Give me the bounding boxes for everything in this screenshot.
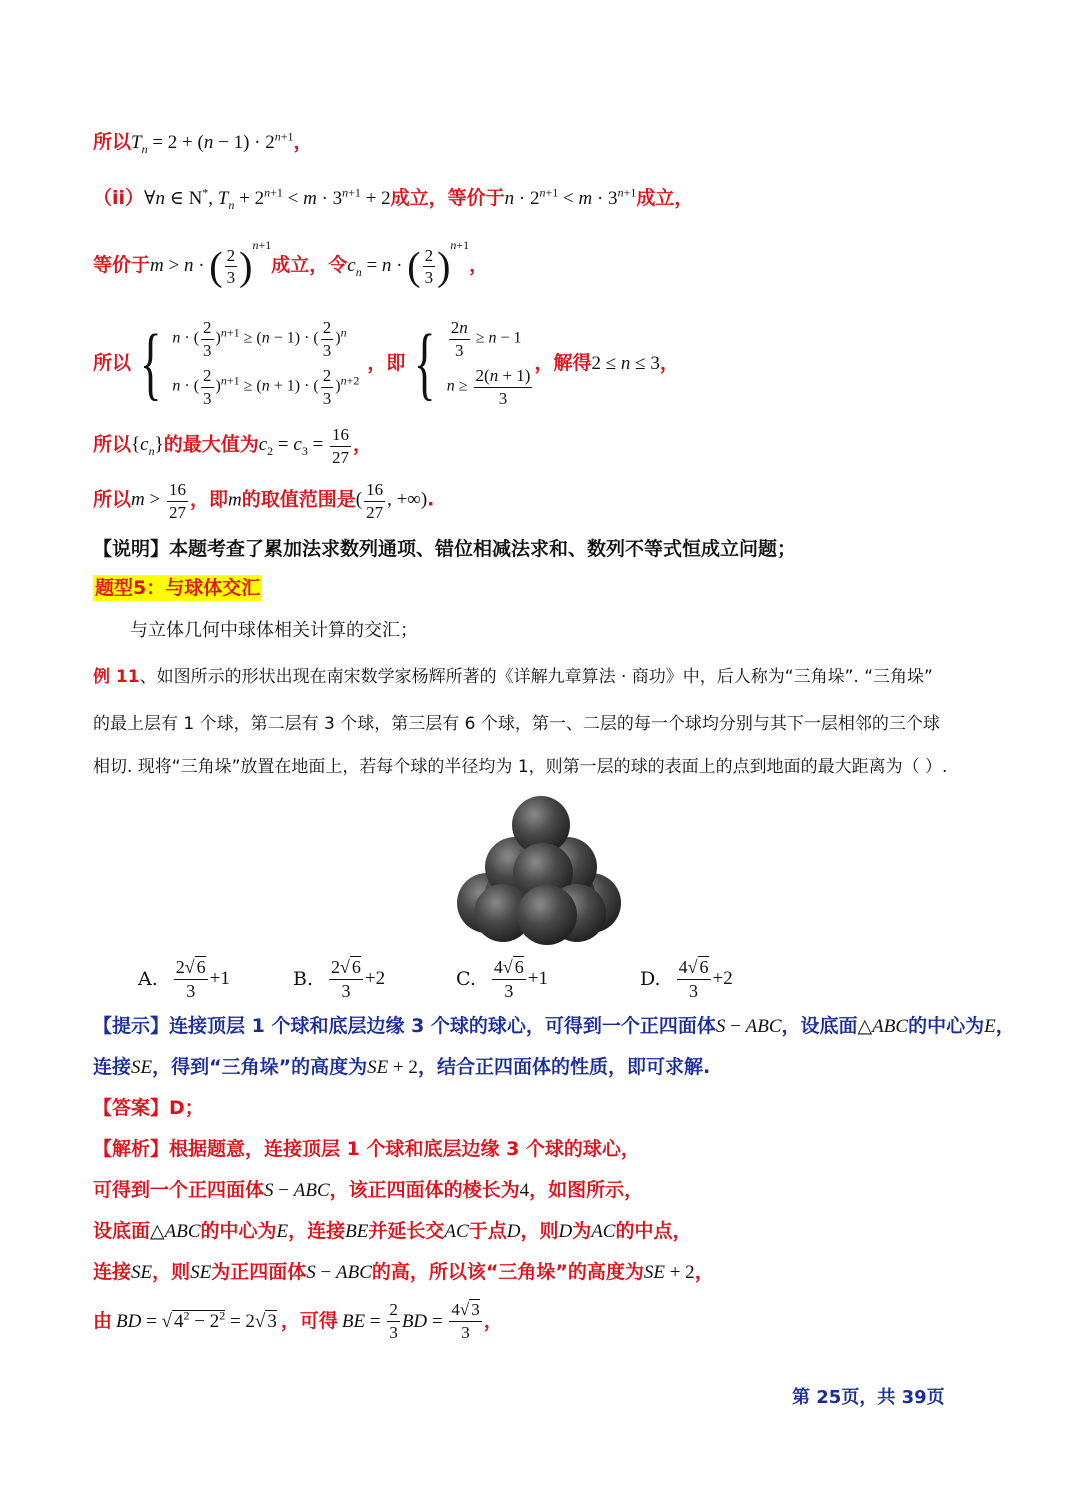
text: ，可得	[280, 1309, 338, 1332]
text: 由	[93, 1309, 113, 1332]
text: 、如图所示的形状出现在南宋数学家杨辉所著的《详解九章算法 · 商功》中，后人称为“三角垛”. “三角垛”	[139, 667, 933, 687]
section-title-text: 题型5：与球体交汇	[95, 577, 261, 599]
text: ，	[694, 1261, 714, 1283]
radicand: 6	[351, 957, 361, 977]
section-title	[93, 579, 262, 598]
text: ，即	[189, 488, 228, 511]
analysis-line-1	[93, 1140, 640, 1159]
text: （ii）	[93, 187, 145, 209]
analysis-line-5: 由 BD = √ $4^2 - 2^2 = 2√$ 3 ，可得 BE = $\frac{2}{3}$ BD = $\frac{4√ 3}{3}$ ，	[93, 1300, 503, 1342]
page-footer: 第 25页，共 39页	[792, 1387, 945, 1408]
addend: +1	[527, 968, 549, 990]
coef: 4	[678, 957, 688, 977]
choice-letter: C.	[456, 968, 476, 991]
text: 设底面	[93, 1220, 151, 1242]
answer-line: 【答案】D；	[93, 1097, 204, 1119]
choice-letter: B.	[293, 968, 314, 991]
text: 根据题意，连接顶层 1 个球和底层边缘 3 个球的球心，	[169, 1138, 640, 1160]
text: 的最大值为	[163, 433, 259, 456]
text: ，则	[520, 1220, 559, 1242]
denominator: 3	[341, 980, 351, 1001]
text: 所以	[93, 351, 132, 374]
choice-d[interactable]: D. $\frac{4√ 6}{3}$ +2	[640, 957, 733, 1001]
text: 成立，令	[271, 254, 348, 276]
text: 连接	[93, 1056, 132, 1078]
text: 为正四面体	[211, 1261, 307, 1283]
text: 的取值范围是	[241, 488, 356, 511]
text: ，即	[367, 351, 406, 374]
coef: 4	[493, 957, 503, 977]
text: 所以	[93, 131, 132, 153]
denominator: 3	[689, 980, 699, 1001]
text: 为	[572, 1220, 592, 1242]
hint-line-1: 【提示】连接顶层 1 个球和底层边缘 3 个球的球心，可得到一个正四面体S − ABC，设底面△ABC的中心为E，	[93, 1015, 1015, 1037]
text: 的高，所以该“三角垛”的高度为	[371, 1261, 644, 1283]
example-line-3: 相切. 现将“三角垛”放置在地面上，若每个球的半径均为 1，则第一层的球的表面上的点到地面的最大距离为（ ）.	[93, 757, 948, 777]
text: 连接	[93, 1261, 132, 1283]
analysis-label: 【解析】	[93, 1138, 170, 1160]
text: ，	[469, 254, 489, 276]
text: ，解得	[534, 351, 592, 374]
hint-label: 【提示】	[93, 1015, 170, 1037]
analysis-line-2: 可得到一个正四面体S − ABC，该正四面体的棱长为4，如图所示，	[93, 1179, 644, 1201]
text: 并延长交	[368, 1220, 445, 1242]
choice-b[interactable]: B. $\frac{2√ 6}{3}$ +2	[293, 957, 386, 1001]
equivalence-line: 等价于m > n · ( $\frac{2}{3}$ )$^{n+1}$成立，令$c_n = n$ · ( $\frac{2}{3}$ )$^{n+1}$，	[93, 238, 489, 289]
explanation-note: 【说明】本题考查了累加法求数列通项、错位相减法求和、数列不等式恒成立问题；	[93, 538, 797, 560]
text: ，得到“三角垛”的高度为	[152, 1056, 368, 1078]
text: ，则	[152, 1261, 191, 1283]
choice-a[interactable]: A. $\frac{2√ 6}{3}$ +1	[138, 957, 230, 1001]
section-description: 与立体几何中球体相关计算的交汇；	[130, 620, 418, 641]
tn-formula-line: 所以$T_n = 2 + (n - 1) \cdot 2^{n+1}$，	[93, 129, 313, 156]
radicand: 6	[699, 957, 709, 977]
text: ，	[995, 1015, 1015, 1037]
choice-letter: D.	[640, 968, 661, 991]
radicand: 6	[514, 957, 524, 977]
text: 可得到一个正四面体	[93, 1179, 265, 1201]
text: ，该正四面体的棱长为	[329, 1179, 520, 1201]
text: 成立，等价于	[390, 187, 505, 209]
text: .	[427, 488, 435, 511]
choice-c[interactable]: C. $\frac{4√ 6}{3}$ +1	[456, 957, 549, 1001]
addend: +2	[364, 968, 386, 990]
text: 的中点，	[615, 1220, 692, 1242]
text: ，结合正四面体的性质，即可求解.	[417, 1056, 711, 1078]
coef: 2	[175, 957, 185, 977]
analysis-line-3: 设底面△ABC的中心为E，连接BE并延长交AC于点D，则D为AC的中点，	[93, 1220, 692, 1242]
text: ，如图所示，	[529, 1179, 644, 1201]
addend: +1	[209, 968, 230, 990]
text: ，	[659, 351, 679, 374]
part-ii-line: （ii）∀n ∈ N*, $T_n + 2^{n+1} < m \cdot 3^{n+1} + 2$成立，等价于$n \cdot 2^{n+1} < m \cdot 3^{n+1}$成立，	[93, 185, 694, 212]
range-line: 所以m > $\frac{16}{27}$ ，即m的取值范围是( $\frac{16}{27}$ , +∞).	[93, 480, 435, 522]
text: 所以	[93, 433, 132, 456]
text: ，	[353, 433, 373, 456]
example-line-2: 的最上层有 1 个球，第二层有 3 个球，第三层有 6 个球，第一、二层的每一个球均分别与其下一层相邻的三个球	[93, 714, 940, 734]
hint-line-2: 连接SE，得到“三角垛”的高度为SE + 2，结合正四面体的性质，即可求解.	[93, 1056, 711, 1078]
text: ，连接	[288, 1220, 346, 1242]
text: 的中心为	[200, 1220, 277, 1242]
max-value-line: 所以$\{c_n\}$的最大值为$c_2 = c_3$ = $\frac{16}{27}$ ，	[93, 425, 373, 467]
sphere-pyramid-figure	[455, 795, 625, 945]
text: 成立，	[636, 187, 694, 209]
text: 等价于	[93, 254, 151, 276]
example-line-1	[93, 669, 933, 686]
denominator: 3	[504, 980, 514, 1001]
text: ，	[293, 131, 313, 153]
sphere	[517, 885, 577, 945]
text: 连接顶层 1 个球和底层边缘 3 个球的球心，可得到一个正四面体	[169, 1015, 716, 1037]
text: 的中心为	[908, 1015, 985, 1037]
coef: 2	[331, 957, 341, 977]
text: 于点	[468, 1220, 507, 1242]
example-label: 例 11	[93, 667, 140, 687]
analysis-line-4: 连接SE，则SE为正四面体S − ABC的高，所以该“三角垛”的高度为SE + 2，	[93, 1261, 714, 1283]
radicand: 6	[196, 957, 206, 977]
system-left: { n · ( $\frac{2}{3}$ )$^{n+1}$ ≥ (n − 1) · ( $\frac{2}{3}$ )$^n$ n · ( $\frac{2}{3}$ )$^{n+1}$ ≥ (n + 1) · ( $\frac{2}{3}$ )$^{n+2}$	[139, 317, 360, 409]
text: 所以	[93, 488, 132, 511]
text: ，	[483, 1309, 503, 1332]
denominator: 3	[186, 980, 196, 1001]
choice-letter: A.	[138, 968, 158, 991]
system-right: { $\frac{2n}{3}$ ≥ n − 1 n ≥ $\frac{2(n + 1)}{3}$	[414, 317, 531, 409]
inequality-system-line: 所以 { n · ( $\frac{2}{3}$ )$^{n+1}$ ≥ (n − 1) · ( $\frac{2}{3}$ )$^n$ n · ( $\frac{2}{3}$ )$^{n+1}$ ≥ (n + 1) · ( $\frac{2}{3}$ )$^{n+2}$ ，即 { $\frac{2n}{3}$ ≥ n − 1 n ≥ $\frac{2(n + 1)}{3}$ ，解得 2 ≤ n ≤ 3 ，	[93, 317, 679, 409]
text: ，设底面	[781, 1015, 858, 1037]
addend: +2	[712, 968, 733, 990]
